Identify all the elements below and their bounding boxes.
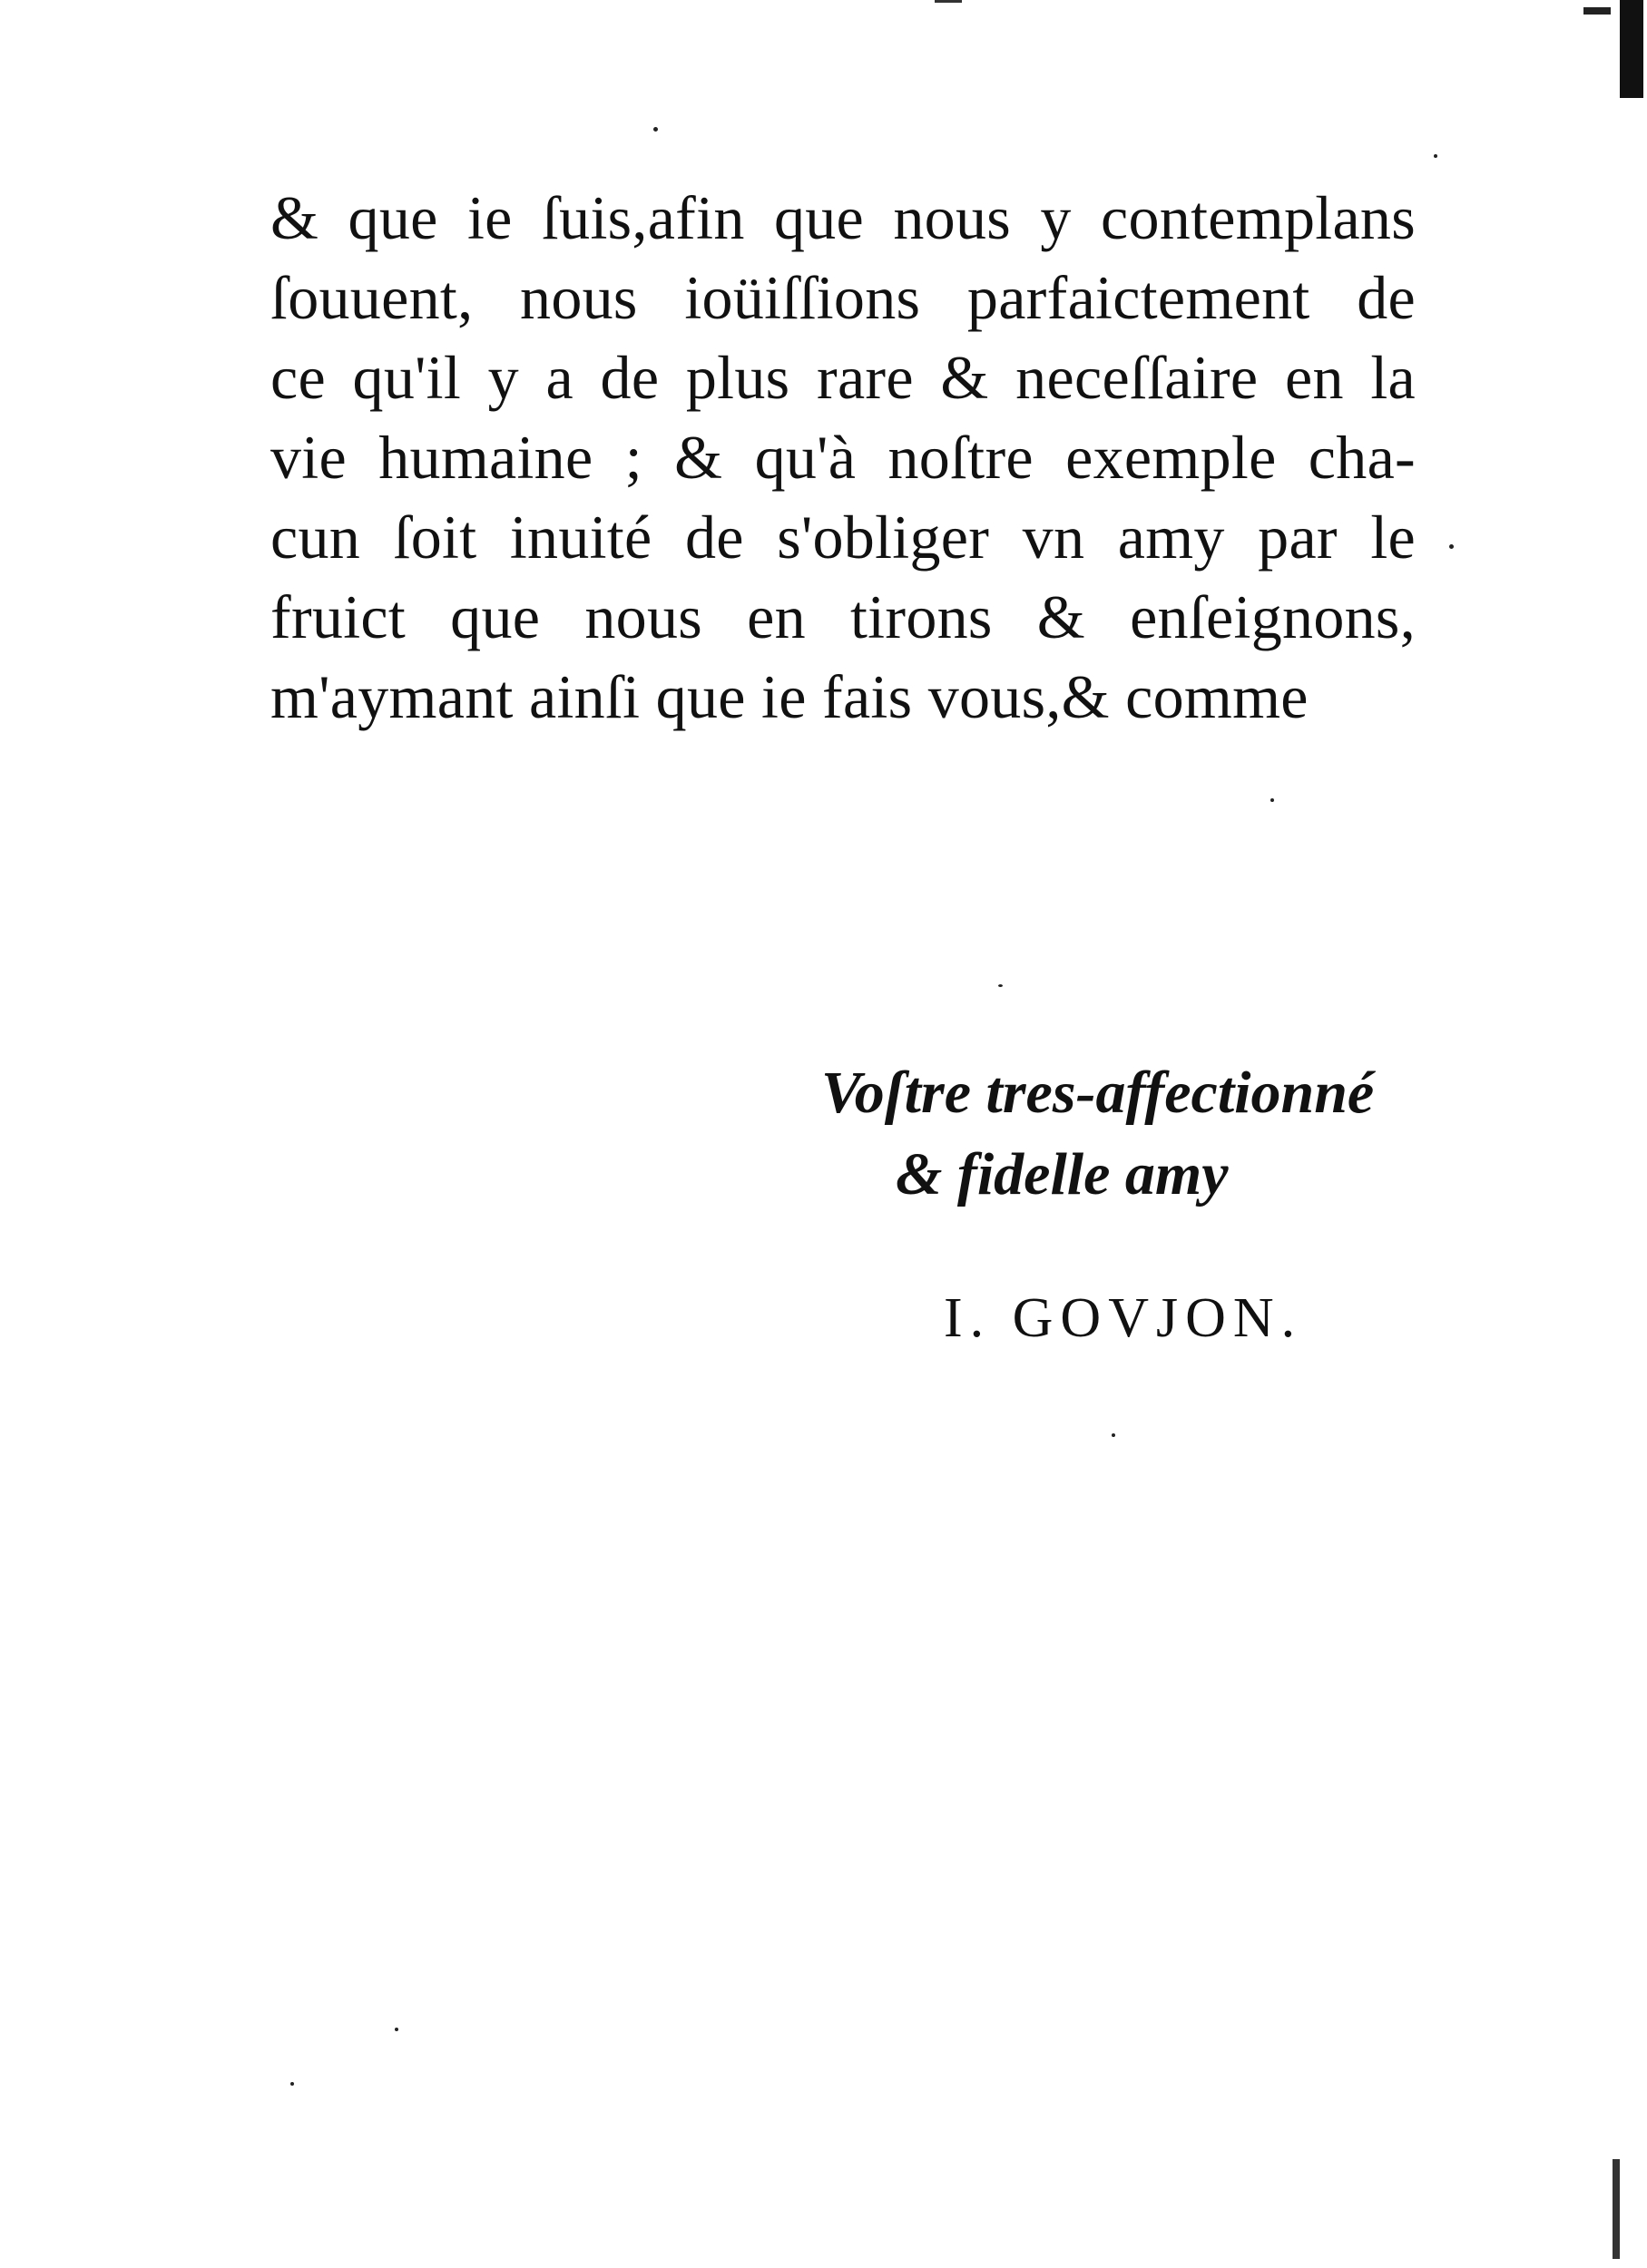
page-edge-mark (1613, 2159, 1620, 2259)
text-line: ſouuent, nous ioüiſſions parfaictement de (270, 263, 1416, 332)
author-signature: I. GOVJON. (944, 1287, 1303, 1349)
scan-speck (998, 984, 1003, 987)
text-line: vie humaine ; & qu'à noſtre exemple cha- (270, 423, 1416, 492)
page-edge-mark (1620, 0, 1643, 98)
text-line: ce qu'il y a de plus rare & neceſſaire en la (270, 343, 1416, 412)
body-text (270, 178, 1416, 737)
text-line: m'aymant ainſi que ie fais vous,& comme (270, 662, 1309, 731)
scan-speck (1112, 1433, 1115, 1437)
scan-artifact (935, 0, 962, 3)
closing-salutation (821, 1052, 1456, 1216)
scan-speck (1434, 154, 1437, 158)
closing-line-1: Voſtre tres-affectionné (821, 1060, 1375, 1126)
scan-speck (1270, 798, 1274, 802)
scan-speck (395, 2028, 398, 2031)
text-line: cun ſoit inuité de s'obliger vn amy par le (270, 503, 1416, 572)
closing-line-2: & fidelle amy (896, 1141, 1229, 1207)
scan-speck (290, 2082, 294, 2086)
page-edge-mark (1583, 7, 1611, 15)
text-line: fruict que nous en tirons & enſeignons, (270, 582, 1416, 651)
text-line: & que ie ſuis,afin que nous y contemplans (270, 183, 1416, 252)
scan-speck (653, 127, 658, 132)
scan-speck (1449, 544, 1454, 549)
